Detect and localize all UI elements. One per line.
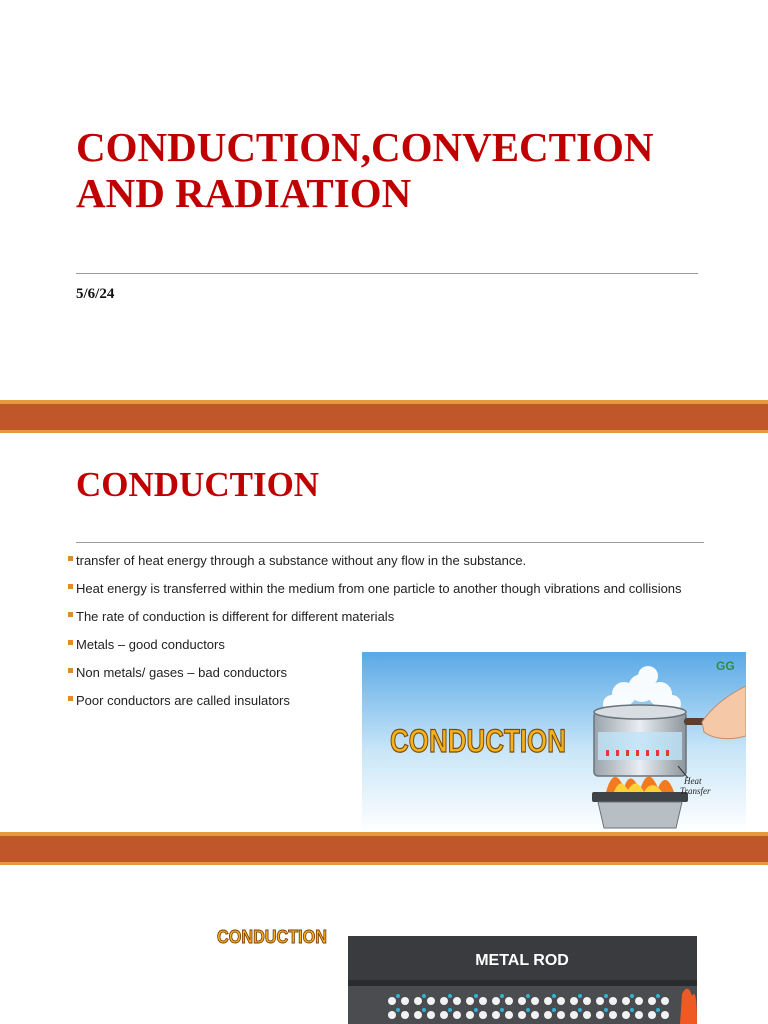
bullet-square-icon (68, 668, 73, 673)
electron-dot (552, 994, 556, 998)
heat-transfer-label-1: Heat (684, 776, 702, 786)
particle-dot (466, 1011, 474, 1019)
electron-dot (422, 994, 426, 998)
particle-dot (492, 997, 500, 1005)
particle-dot (635, 997, 643, 1005)
bullet-text: Non metals/ gases – bad conductors (76, 665, 288, 680)
electron-dot (422, 1008, 426, 1012)
electron-dot (396, 994, 400, 998)
particle-dot (466, 997, 474, 1005)
electron-dot (578, 994, 582, 998)
conduction-title: CONDUCTION (76, 465, 320, 504)
bullet-square-icon (68, 640, 73, 645)
bullet-text: Poor conductors are called insulators (76, 693, 290, 708)
bullet-item (68, 608, 708, 625)
electron-dot (526, 1008, 530, 1012)
electron-dot (500, 1008, 504, 1012)
particle-dot (492, 1011, 500, 1019)
particle-dot (414, 997, 422, 1005)
particle-dot (609, 997, 617, 1005)
bullet-item (68, 580, 708, 597)
logo-mark: GG (716, 659, 735, 673)
particle-dot (414, 1011, 422, 1019)
particle-dot (557, 997, 565, 1005)
particle-dot (557, 1011, 565, 1019)
particle-dot (648, 997, 656, 1005)
bullet-text: Metals – good conductors (76, 637, 225, 652)
main-title (76, 124, 653, 216)
electron-dot (526, 994, 530, 998)
particle-dot (648, 1011, 656, 1019)
electron-dot (552, 1008, 556, 1012)
particle-dot (570, 997, 578, 1005)
particle-dot (505, 997, 513, 1005)
bullet-square-icon (68, 556, 73, 561)
metal-rod-panel (348, 936, 697, 1024)
particle-dot (622, 1011, 630, 1019)
slide3-image-title-text: CONDUCTION (217, 927, 327, 947)
metal-rod-title: METAL ROD (475, 952, 569, 969)
particle-dot (544, 997, 552, 1005)
date-label: 5/6/24 (76, 286, 115, 302)
particle-dot (583, 1011, 591, 1019)
conduction-illustration (362, 652, 746, 832)
main-title-line-2: AND RADIATION (76, 170, 412, 216)
particle-dot (440, 997, 448, 1005)
electron-dot (474, 1008, 478, 1012)
electron-dot (448, 1008, 452, 1012)
particle-dot (388, 997, 396, 1005)
particle-dot (661, 1011, 669, 1019)
electron-dot (578, 1008, 582, 1012)
particle-dot (479, 1011, 487, 1019)
electron-dot (604, 994, 608, 998)
particle-dot (401, 1011, 409, 1019)
particle-dot (544, 1011, 552, 1019)
particle-dot (479, 997, 487, 1005)
electron-dot (604, 1008, 608, 1012)
bullet-square-icon (68, 612, 73, 617)
particle-dot (583, 997, 591, 1005)
electron-dot (630, 994, 634, 998)
particle-dot (570, 1011, 578, 1019)
electron-dot (500, 994, 504, 998)
title-divider (76, 273, 698, 274)
bullet-square-icon (68, 696, 73, 701)
particle-dot (661, 997, 669, 1005)
electron-dot (630, 1008, 634, 1012)
bullet-text: The rate of conduction is different for different materials (76, 609, 395, 624)
electron-dot (474, 994, 478, 998)
particle-dot (427, 1011, 435, 1019)
conduction-image-label: CONDUCTION (390, 723, 566, 759)
particle-dot (596, 997, 604, 1005)
slide-title (0, 0, 768, 400)
electron-dot (448, 994, 452, 998)
particle-dot (453, 1011, 461, 1019)
divider-band (0, 836, 768, 862)
main-title-line-1: CONDUCTION,CONVECTION (76, 124, 654, 170)
electron-dot (656, 994, 660, 998)
particle-dot (401, 997, 409, 1005)
heat-transfer-label-2: Transfer (680, 786, 711, 796)
particle-dot (505, 1011, 513, 1019)
electron-dot (396, 1008, 400, 1012)
particle-dot (596, 1011, 604, 1019)
particle-dot (427, 997, 435, 1005)
bullet-text: transfer of heat energy through a substance without any flow in the substance. (76, 553, 527, 568)
slide3-image-title (216, 924, 330, 950)
bullet-text: Heat energy is transferred within the medium from one particle to another though vibrations and collisions (76, 581, 682, 596)
particle-dot (609, 1011, 617, 1019)
electron-dot (656, 1008, 660, 1012)
particle-dot (531, 1011, 539, 1019)
bullet-square-icon (68, 584, 73, 589)
particle-dot (388, 1011, 396, 1019)
conduction-divider (76, 542, 704, 543)
particle-dot (453, 997, 461, 1005)
particle-dot (531, 997, 539, 1005)
particle-dot (518, 997, 526, 1005)
particle-dot (622, 997, 630, 1005)
particle-dot (440, 1011, 448, 1019)
particle-dot (518, 1011, 526, 1019)
divider-band (0, 404, 768, 430)
bullet-item (68, 552, 708, 569)
bullet-item (68, 636, 708, 653)
particle-dot (635, 1011, 643, 1019)
